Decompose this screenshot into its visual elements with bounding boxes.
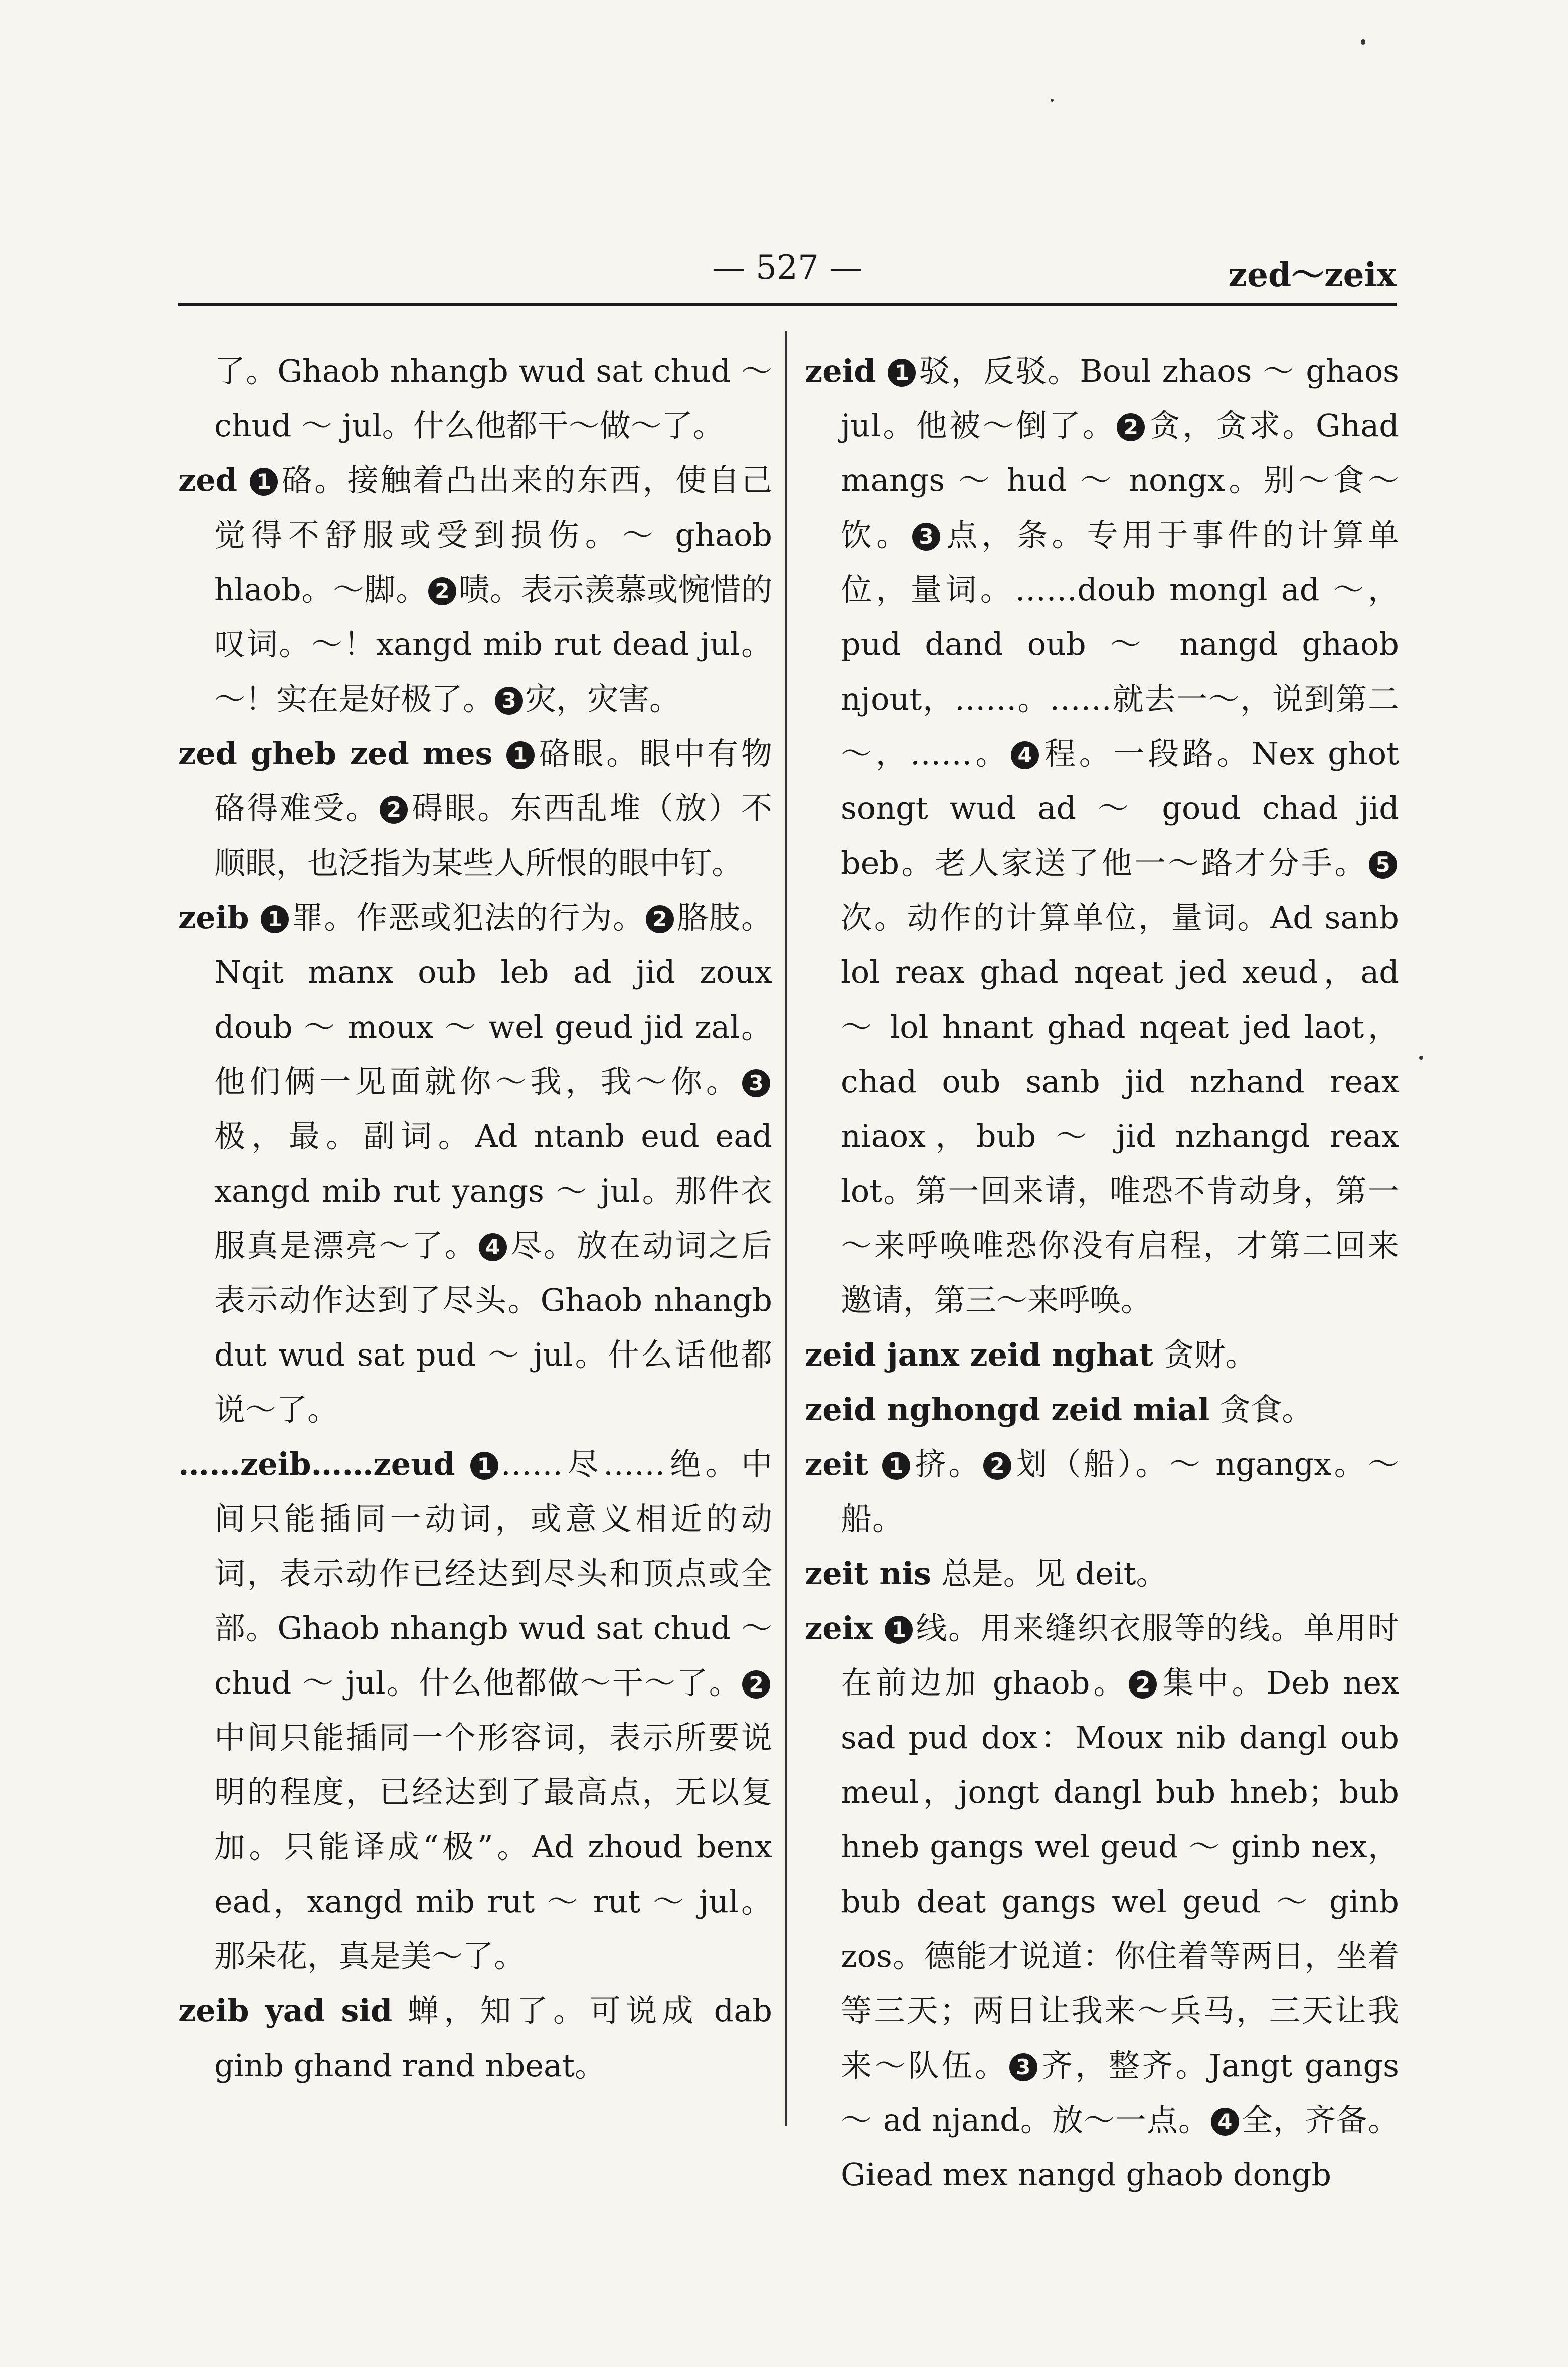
entry-text: 集中。Deb nex sad pud dox：Moux nib dangl oub meul，jongt dangl bub hneb；bub hneb gangs wel geud ～ ginb nex，bub deat gangs wel geud ～ ginb zos。德能才说道：你住着等两日，坐着等三天；两日让我来～兵马，三天让我来～队伍。 — [841, 1664, 1399, 2084]
entry-headword: ……zeib……zeud — [178, 1446, 455, 1482]
header-rule — [178, 303, 1397, 306]
entry-headword: zeit — [805, 1446, 868, 1482]
dictionary-entry — [178, 1983, 772, 2093]
scan-speck — [1051, 99, 1054, 102]
entry-text: 划（船）。～ ngangx。～船。 — [841, 1446, 1399, 1537]
dictionary-entry — [805, 1382, 1399, 1437]
scan-speck — [1419, 1056, 1423, 1060]
sense-number: 2 — [1129, 1670, 1157, 1699]
entry-headword: zeid — [805, 353, 876, 389]
entry-text: 极，最。副词。Ad ntanb eud ead xangd mib rut yangs ～ jul。那件衣服真是漂亮～了。 — [214, 1118, 772, 1264]
page-header — [178, 243, 1397, 298]
sense-number: 3 — [1009, 2053, 1037, 2081]
dictionary-entry — [805, 1546, 1399, 1601]
entry-text: 碍眼。东西乱堆（放）不顺眼，也泛指为某些人所恨的眼中钉。 — [214, 790, 772, 881]
column-divider — [785, 331, 787, 2126]
entry-text: 贪财。 — [1163, 1336, 1257, 1373]
entry-text: 挤。 — [912, 1446, 982, 1482]
dictionary-entry — [805, 344, 1399, 1327]
sense-number: 1 — [882, 1452, 910, 1480]
dictionary-entry — [178, 344, 772, 453]
sense-number: 5 — [1369, 851, 1397, 879]
entry-text: 灾，灾害。 — [525, 681, 681, 717]
dictionary-entry — [805, 1437, 1399, 1546]
entry-text: 全，齐备。Giead mex nangd ghaob dongb — [841, 2102, 1399, 2193]
sense-number: 4 — [479, 1233, 507, 1261]
dictionary-entry — [178, 453, 772, 726]
entry-text: 尽。放在动词之后表示动作达到了尽头。Ghaob nhangb dut wud sat pud ～ jul。什么话他都说～了。 — [214, 1227, 772, 1428]
entry-text: 硌眼。眼中有物硌得难受。 — [214, 735, 772, 826]
entry-headword: zeib yad sid — [178, 1992, 393, 2029]
sense-number: 3 — [912, 523, 940, 551]
entry-text: 蝉，知了。可说成 dab ginb ghand rand nbeat。 — [214, 1992, 772, 2084]
sense-number: 2 — [742, 1670, 770, 1699]
sense-number: 1 — [888, 359, 916, 387]
sense-number: 4 — [1011, 741, 1039, 769]
dictionary-entry — [178, 890, 772, 1437]
sense-number: 1 — [885, 1616, 913, 1644]
entry-headword: zeit nis — [805, 1555, 931, 1592]
sense-number: 1 — [506, 741, 535, 769]
sense-number: 2 — [646, 905, 674, 933]
entry-text: 胳肢。Nqit manx oub leb ad jid zoux doub ～ moux ～ wel geud jid zal。他们俩一见面就你～我，我～你。 — [214, 899, 772, 1100]
entry-text: 线。用来缝织衣服等的线。单用时在前边加 ghaob。 — [841, 1610, 1399, 1701]
sense-number: 2 — [428, 577, 456, 605]
entry-text: 罪。作恶或犯法的行为。 — [291, 899, 645, 936]
entry-text: 齐，整齐。Jangt gangs ～ ad njand。放～一点。 — [841, 2047, 1399, 2138]
dictionary-entry — [805, 1601, 1399, 2202]
entry-headword: zed — [178, 462, 238, 498]
left-column — [178, 344, 772, 2093]
page-number: — 527 — — [712, 248, 862, 287]
running-head: zed～zeix — [1228, 255, 1397, 294]
entry-text: 点，条。专用于事件的计算单位，量词。……doub mongl ad ～，pud dand oub ～ nangd ghaob njout，……。……就去一～，说到第二～，……。 — [841, 517, 1399, 772]
sense-number: 1 — [250, 468, 278, 496]
dictionary-entry — [178, 726, 772, 890]
entry-headword: zeid nghongd zeid mial — [805, 1391, 1210, 1428]
entry-headword: zeix — [805, 1610, 873, 1646]
entry-text: 了。Ghaob nhangb wud sat chud ～ chud ～ jul。什么他都干～做～了。 — [214, 353, 772, 444]
dictionary-entry — [178, 1437, 772, 1983]
entry-text: 驳，反驳。Boul zhaos ～ ghaos jul。他被～倒了。 — [841, 353, 1399, 444]
sense-number: 2 — [380, 796, 408, 824]
entry-text: 硌。接触着凸出来的东西，使自己觉得不舒服或受到损伤。～ ghaob hlaob。～脚。 — [214, 462, 772, 608]
entry-text: 中间只能插同一个形容词，表示所要说明的程度，已经达到了最高点，无以复加。只能译成“极”。Ad zhoud benx ead，xangd mib rut ～ rut ～ jul。那朵花，真是美～了。 — [214, 1719, 772, 1974]
sense-number: 1 — [470, 1452, 498, 1480]
sense-number: 3 — [742, 1069, 770, 1097]
entry-text: 次。动作的计算单位，量词。Ad sanb lol reax ghad nqeat jed xeud，ad ～ lol hnant ghad nqeat jed laot，chad oub sanb jid nzhand reax niaox，bub ～ jid nzhangd reax lot。第一回来请，唯恐不肯动身，第一～来呼唤唯恐你没有启程，才第二回来邀请，第三～来呼唤。 — [841, 899, 1399, 1318]
sense-number: 3 — [495, 687, 523, 715]
dictionary-entry — [805, 1327, 1399, 1382]
sense-number: 2 — [1117, 413, 1145, 441]
sense-number: 1 — [261, 905, 289, 933]
entry-text: ……尽……绝。中间只能插同一动词，或意义相近的动词，表示动作已经达到尽头和顶点或全部。Ghaob nhangb wud sat chud ～ chud ～ jul。什么他都做～干～了。 — [214, 1446, 772, 1701]
entry-text: 总是。见 deit。 — [941, 1555, 1167, 1592]
entry-text: 贪，贪求。Ghad mangs ～ hud ～ nongx。别～食～饮。 — [841, 407, 1399, 553]
right-column — [805, 344, 1399, 2202]
entry-headword: zeid janx zeid nghat — [805, 1336, 1153, 1373]
sense-number: 4 — [1211, 2108, 1239, 2136]
scan-speck — [1361, 39, 1365, 45]
entry-text: 贪食。 — [1219, 1391, 1313, 1428]
entry-headword: zeib — [178, 899, 249, 936]
entry-headword: zed gheb zed mes — [178, 735, 493, 772]
entry-text: 程。一段路。Nex ghot songt wud ad ～ goud chad jid beb。老人家送了他一～路才分手。 — [841, 735, 1399, 881]
sense-number: 2 — [983, 1452, 1011, 1480]
entry-text: 啧。表示羡慕或惋惜的叹词。～！xangd mib rut dead jul。～！实在是好极了。 — [214, 571, 772, 717]
